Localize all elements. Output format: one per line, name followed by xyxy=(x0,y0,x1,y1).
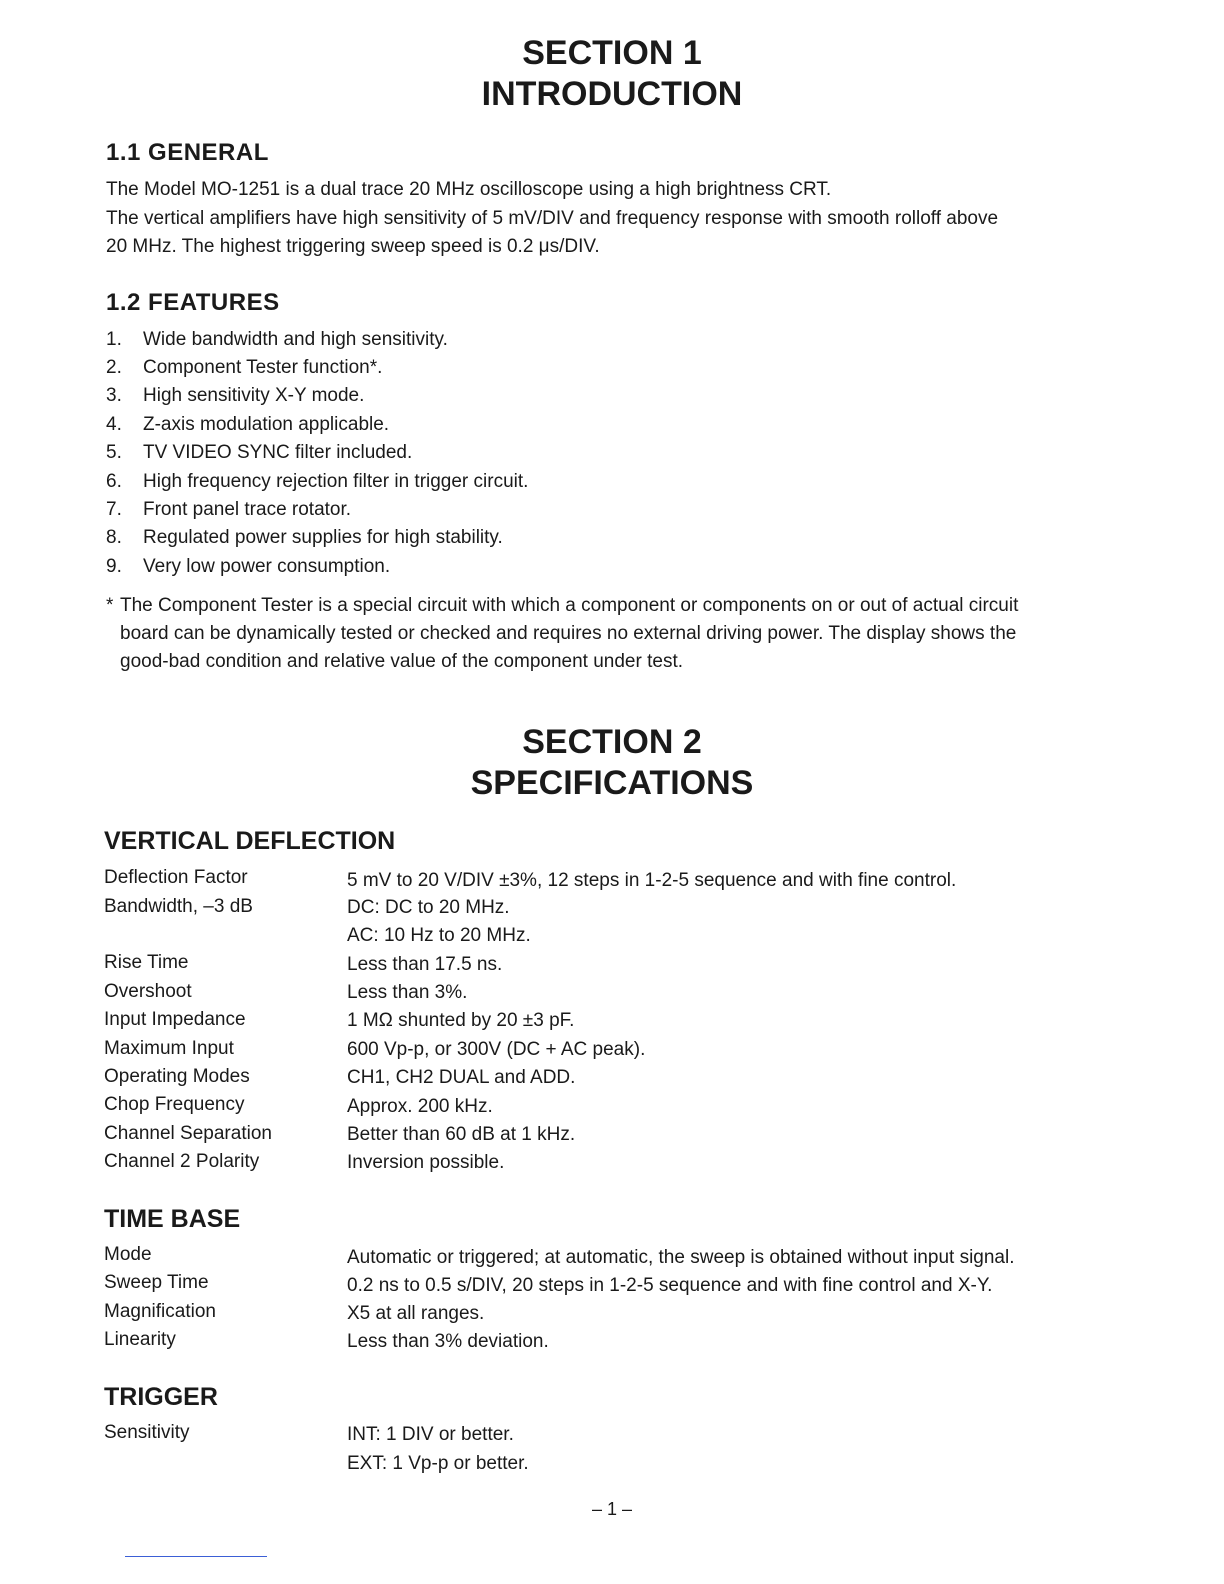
spec-value: Inversion possible. xyxy=(347,1152,505,1173)
trigger-heading: TRIGGER xyxy=(104,1383,218,1411)
spec-value: INT: 1 DIV or better. xyxy=(347,1424,514,1445)
footnote-line: The Component Tester is a special circuit with which a component or components on or out of actual circuit xyxy=(120,595,1019,616)
feature-number: 7. xyxy=(106,499,122,520)
spec-label: Bandwidth, –3 dB xyxy=(104,896,253,917)
spec-label: Channel Separation xyxy=(104,1123,272,1144)
feature-number: 4. xyxy=(106,414,122,435)
feature-text: Wide bandwidth and high sensitivity. xyxy=(143,329,448,350)
general-line: The Model MO-1251 is a dual trace 20 MHz oscilloscope using a high brightness CRT. xyxy=(106,179,832,200)
spec-value: 5 mV to 20 V/DIV ±3%, 12 steps in 1-2-5 sequence and with fine control. xyxy=(347,870,957,891)
spec-value: 0.2 ns to 0.5 s/DIV, 20 steps in 1-2-5 sequence and with fine control and X-Y. xyxy=(347,1275,993,1296)
footnote-line: board can be dynamically tested or checked and requires no external driving power. The display shows the xyxy=(120,623,1017,644)
feature-number: 1. xyxy=(106,329,122,350)
features-heading: 1.2 FEATURES xyxy=(106,289,280,316)
spec-value: 600 Vp-p, or 300V (DC + AC peak). xyxy=(347,1039,646,1060)
general-heading: 1.1 GENERAL xyxy=(106,139,269,166)
feature-text: Very low power consumption. xyxy=(143,556,391,577)
footnote-line: good-bad condition and relative value of the component under test. xyxy=(120,651,683,672)
spec-label: Input Impedance xyxy=(104,1009,246,1030)
feature-text: High sensitivity X-Y mode. xyxy=(143,385,365,406)
feature-text: Regulated power supplies for high stability. xyxy=(143,527,503,548)
section2-title: SPECIFICATIONS xyxy=(470,764,754,802)
feature-text: Component Tester function*. xyxy=(143,357,383,378)
spec-value: Automatic or triggered; at automatic, the sweep is obtained without input signal. xyxy=(347,1247,1015,1268)
feature-number: 5. xyxy=(106,442,122,463)
spec-label: Deflection Factor xyxy=(104,867,248,888)
spec-value: 1 MΩ shunted by 20 ±3 pF. xyxy=(347,1010,575,1031)
feature-number: 9. xyxy=(106,556,122,577)
spec-value: Better than 60 dB at 1 kHz. xyxy=(347,1124,576,1145)
feature-text: Front panel trace rotator. xyxy=(143,499,352,520)
spec-value: DC: DC to 20 MHz. xyxy=(347,897,510,918)
feature-text: TV VIDEO SYNC filter included. xyxy=(143,442,413,463)
spec-label: Channel 2 Polarity xyxy=(104,1151,260,1172)
feature-number: 3. xyxy=(106,385,122,406)
spec-label: Magnification xyxy=(104,1301,216,1322)
section2-number: SECTION 2 xyxy=(522,723,702,761)
vertical-deflection-heading: VERTICAL DEFLECTION xyxy=(104,827,396,855)
footer-divider xyxy=(125,1556,267,1557)
spec-value: CH1, CH2 DUAL and ADD. xyxy=(347,1067,576,1088)
footnote-marker: * xyxy=(106,595,114,616)
spec-label: Chop Frequency xyxy=(104,1094,245,1115)
spec-label: Rise Time xyxy=(104,952,189,973)
page-number: – 1 – xyxy=(591,1499,633,1519)
general-line: 20 MHz. The highest triggering sweep speed is 0.2 μs/DIV. xyxy=(106,236,600,257)
time-base-heading: TIME BASE xyxy=(104,1205,241,1233)
spec-value: Approx. 200 kHz. xyxy=(347,1096,493,1117)
spec-label: Sweep Time xyxy=(104,1272,209,1293)
spec-label: Mode xyxy=(104,1244,152,1265)
spec-value: Less than 3% deviation. xyxy=(347,1331,549,1352)
feature-text: Z-axis modulation applicable. xyxy=(143,414,390,435)
section1-title: INTRODUCTION xyxy=(481,75,743,113)
feature-text: High frequency rejection filter in trigger circuit. xyxy=(143,471,529,492)
feature-number: 8. xyxy=(106,527,122,548)
spec-value: X5 at all ranges. xyxy=(347,1303,485,1324)
general-line: The vertical amplifiers have high sensitivity of 5 mV/DIV and frequency response with smooth rolloff above xyxy=(106,208,999,229)
spec-label: Operating Modes xyxy=(104,1066,250,1087)
spec-value: Less than 3%. xyxy=(347,982,468,1003)
feature-number: 6. xyxy=(106,471,122,492)
feature-number: 2. xyxy=(106,357,122,378)
spec-value: EXT: 1 Vp-p or better. xyxy=(347,1453,529,1474)
spec-label: Overshoot xyxy=(104,981,192,1002)
spec-label: Linearity xyxy=(104,1329,176,1350)
section1-number: SECTION 1 xyxy=(522,34,702,72)
spec-label: Sensitivity xyxy=(104,1422,190,1443)
spec-value: AC: 10 Hz to 20 MHz. xyxy=(347,925,531,946)
spec-value: Less than 17.5 ns. xyxy=(347,954,503,975)
spec-label: Maximum Input xyxy=(104,1038,234,1059)
